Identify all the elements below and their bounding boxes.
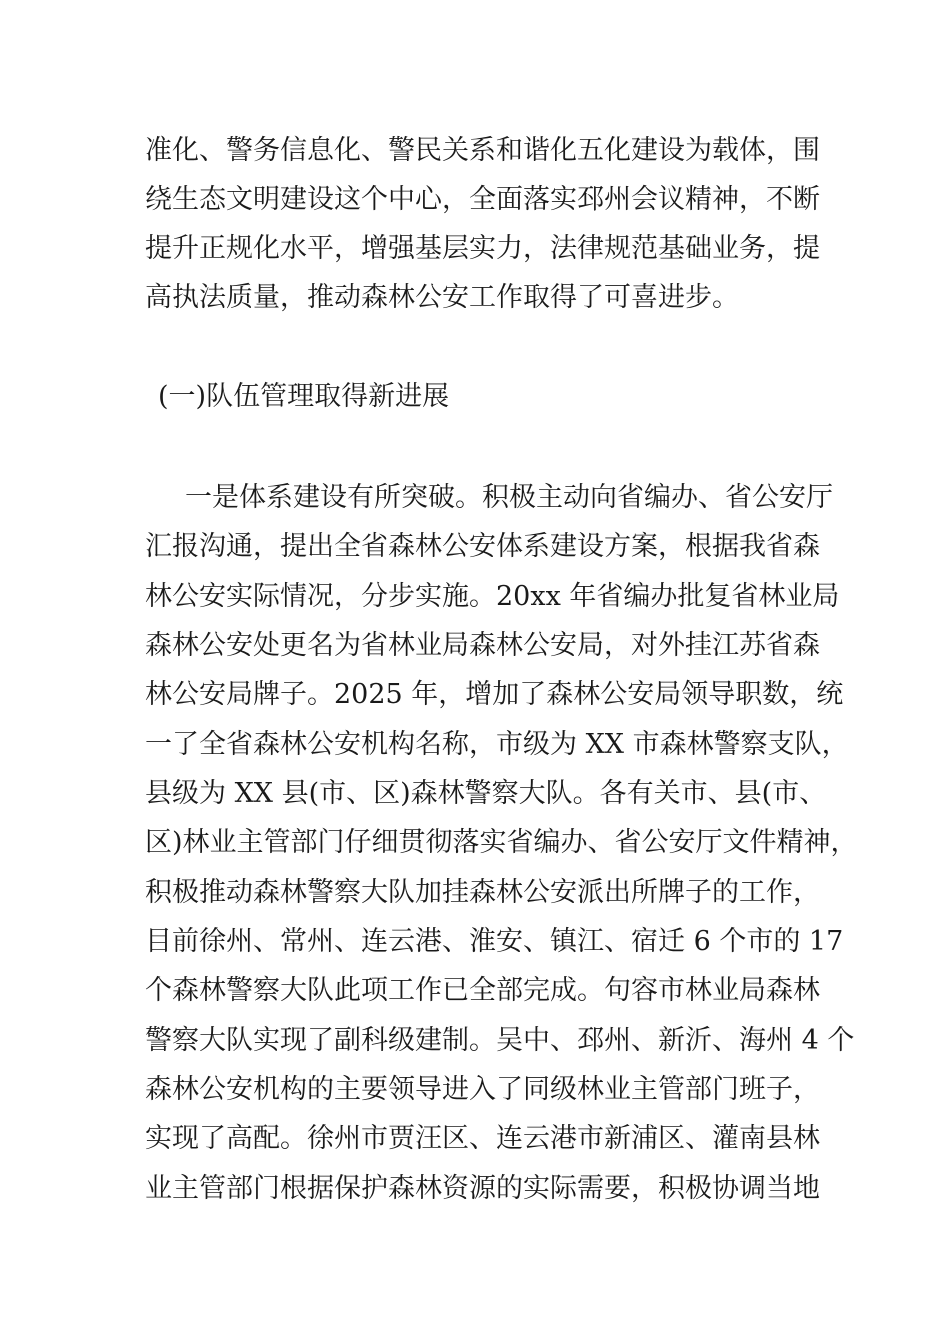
body-line-4: 森林公安处更名为省林业局森林公安局，对外挂江苏省森: [145, 630, 820, 661]
body-line-7: 县级为 XX 县(市、区)森林警察大队。各有关市、县(市、: [145, 778, 827, 809]
body-line-3: 林公安实际情况，分步实施。20xx 年省编办批复省林业局: [145, 581, 840, 612]
intro-line-4: 高执法质量，推动森林公安工作取得了可喜进步。: [145, 282, 739, 313]
body-line-5: 林公安局牌子。2025 年，增加了森林公安局领导职数，统: [145, 679, 844, 710]
body-line-10: 目前徐州、常州、连云港、淮安、镇江、宿迁 6 个市的 17: [145, 926, 844, 957]
body-line-9: 积极推动森林警察大队加挂森林公安派出所牌子的工作，: [145, 877, 820, 908]
intro-line-1: 准化、警务信息化、警民关系和谐化五化建设为载体，围: [145, 135, 820, 166]
intro-line-2: 绕生态文明建设这个中心，全面落实邳州会议精神，不断: [145, 184, 820, 215]
section-heading: (一)队伍管理取得新进展: [158, 381, 450, 412]
body-line-2: 汇报沟通，提出全省森林公安体系建设方案，根据我省森: [145, 531, 820, 562]
body-line-8: 区)林业主管部门仔细贯彻落实省编办、省公安厅文件精神，: [145, 827, 858, 858]
body-line-1: 一是体系建设有所突破。积极主动向省编办、省公安厅: [185, 482, 833, 513]
body-line-14: 实现了高配。徐州市贾汪区、连云港市新浦区、灌南县林: [145, 1123, 820, 1154]
body-line-12: 警察大队实现了副科级建制。吴中、邳州、新沂、海州 4 个: [145, 1025, 855, 1056]
body-line-15: 业主管部门根据保护森林资源的实际需要，积极协调当地: [145, 1173, 820, 1204]
body-line-6: 一了全省森林公安机构名称，市级为 XX 市森林警察支队，: [145, 729, 849, 760]
intro-line-3: 提升正规化水平，增强基层实力，法律规范基础业务，提: [145, 233, 820, 264]
body-line-13: 森林公安机构的主要领导进入了同级林业主管部门班子，: [145, 1074, 820, 1105]
body-line-11: 个森林警察大队此项工作已全部完成。句容市林业局森林: [145, 975, 820, 1006]
